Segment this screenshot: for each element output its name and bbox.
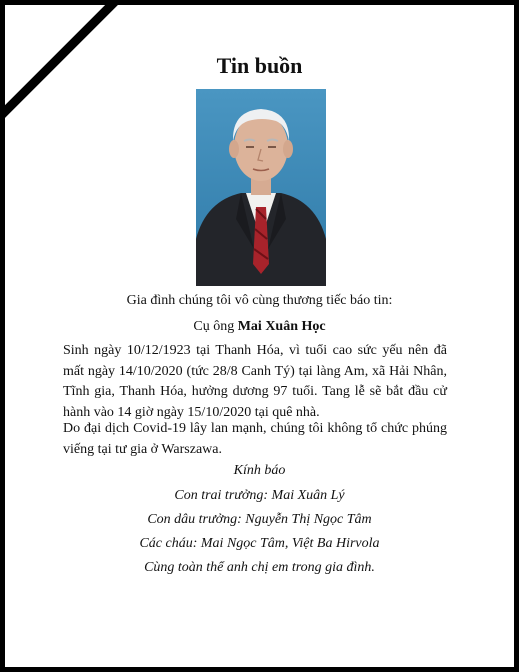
grandchildren-line: Các cháu: Mai Ngọc Tâm, Việt Ba Hirvola bbox=[139, 536, 380, 551]
eldest-son-line: Con trai trưởng: Mai Xuân Lý bbox=[174, 488, 345, 503]
page-title: Tin buồn bbox=[216, 53, 303, 78]
eldest-daughter-in-law-line: Con dâu trưởng: Nguyễn Thị Ngọc Tâm bbox=[147, 512, 372, 527]
announcement-intro: Gia đình chúng tôi vô cùng thương tiếc báo tin: bbox=[126, 293, 393, 308]
name-prefix: Cụ ông bbox=[193, 319, 235, 334]
deceased-name-line bbox=[5, 317, 514, 337]
family-line: Cùng toàn thể anh chị em trong gia đình. bbox=[144, 560, 375, 575]
deceased-name: Mai Xuân Học bbox=[237, 319, 326, 334]
covid-notice-paragraph: Do đại dịch Covid-19 lây lan mạnh, chúng tôi không tổ chức phúng viếng tại tư gia ở Warszawa. bbox=[63, 421, 447, 457]
portrait-photo bbox=[196, 89, 326, 286]
details-paragraph: Sinh ngày 10/12/1923 tại Thanh Hóa, vì tuổi cao sức yếu nên đã mất ngày 14/10/2020 (tức 28/8 Canh Tý) tại làng Am, xã Hải Nhân, Tĩnh gia, Thanh Hóa, hưởng dương 97 tuổi. Tang lễ sẽ bắt đầu cử hành vào 14 giờ ngày 15/10/2020 tại quê nhà. bbox=[63, 343, 447, 420]
closing-line: Kính báo bbox=[233, 463, 286, 478]
